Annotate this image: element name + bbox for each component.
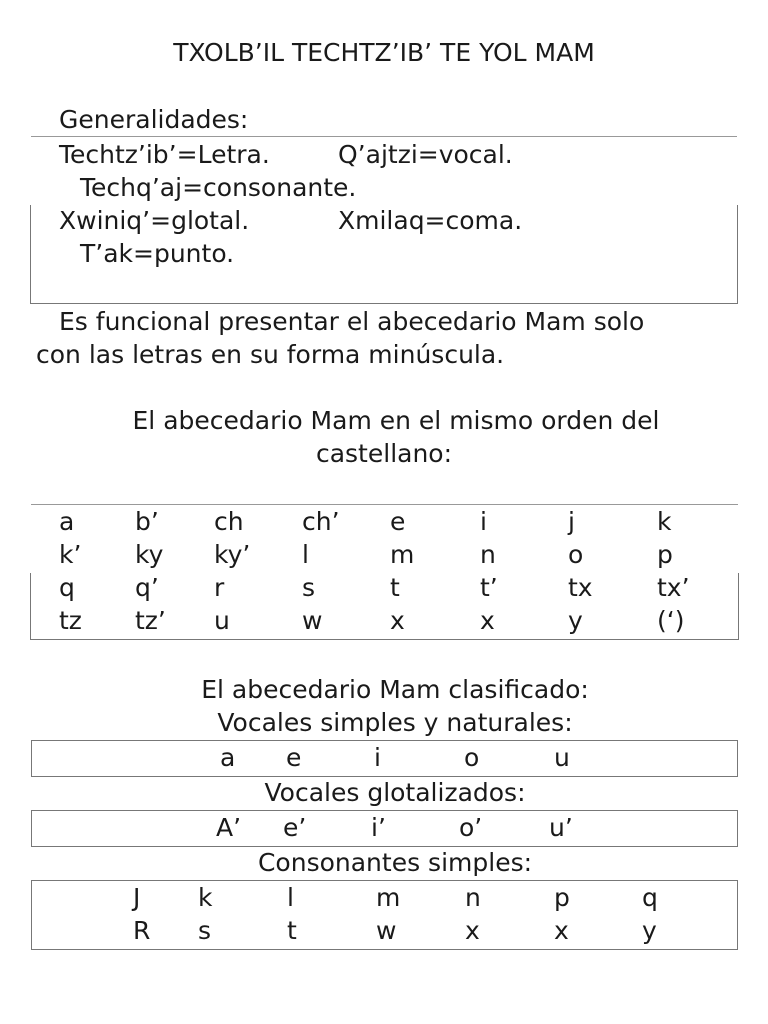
vocales-simples-heading: Vocales simples y naturales: <box>217 708 573 737</box>
clasificado-heading: El abecedario Mam clasificado: <box>201 675 589 704</box>
vowel-glottalized: e’ <box>283 813 307 842</box>
gloss-letra: Techtz’ib’=Letra. <box>59 140 270 169</box>
consonant-letter: n <box>465 883 481 912</box>
consonant-letter: y <box>642 916 657 945</box>
vowel-glottalized: o’ <box>459 813 483 842</box>
vowel-simple: a <box>220 743 236 772</box>
consonant-letter: x <box>554 916 569 945</box>
vowel-simple: u <box>554 743 570 772</box>
vowel-glottalized: i’ <box>371 813 386 842</box>
alphabet-letter: (‘) <box>657 606 685 635</box>
alphabet-letter: ch’ <box>302 507 340 536</box>
consonant-letter: s <box>198 916 212 945</box>
alphabet-letter: u <box>214 606 230 635</box>
page-title: TXOLB’IL TECHTZ’IB’ TE YOL MAM <box>173 38 595 67</box>
alphabet-letter: b’ <box>135 507 159 536</box>
alphabet-letter: j <box>568 507 575 536</box>
gloss-vocal: Q’ajtzi=vocal. <box>338 140 513 169</box>
vocales-simples-box <box>31 740 738 777</box>
alphabet-letter: y <box>568 606 583 635</box>
gloss-glotal: Xwiniq’=glotal. <box>59 206 250 235</box>
alphabet-letter: q’ <box>135 573 159 602</box>
vocales-glotalizados-heading: Vocales glotalizados: <box>264 778 526 807</box>
alphabet-letter: s <box>302 573 316 602</box>
alphabet-letter: t <box>390 573 400 602</box>
vowel-simple: e <box>286 743 302 772</box>
consonant-letter: q <box>642 883 658 912</box>
alphabet-letter: ky’ <box>214 540 251 569</box>
vowel-simple: i <box>374 743 381 772</box>
alphabet-letter: a <box>59 507 75 536</box>
alphabet-letter: x <box>480 606 495 635</box>
gloss-coma: Xmilaq=coma. <box>338 206 523 235</box>
consonant-letter: l <box>287 883 294 912</box>
alphabet-letter: k’ <box>59 540 82 569</box>
alphabet-letter: k <box>657 507 672 536</box>
alphabet-letter: q <box>59 573 75 602</box>
alphabet-letter: w <box>302 606 323 635</box>
alphabet-letter: tx’ <box>657 573 690 602</box>
consonant-letter: t <box>287 916 297 945</box>
alphabet-letter: i <box>480 507 487 536</box>
alphabet-letter: tz <box>59 606 82 635</box>
orden-heading-line-1: El abecedario Mam en el mismo orden del <box>132 406 660 435</box>
gloss-consonante: Techq’aj=consonante. <box>80 173 357 202</box>
alphabet-letter: r <box>214 573 225 602</box>
consonant-letter: J <box>133 883 141 912</box>
gloss-punto: T’ak=punto. <box>80 239 235 268</box>
alphabet-letter: m <box>390 540 415 569</box>
alphabet-letter: tz’ <box>135 606 166 635</box>
alphabet-letter: l <box>302 540 309 569</box>
consonant-letter: p <box>554 883 570 912</box>
alphabet-letter: n <box>480 540 496 569</box>
consonant-letter: x <box>465 916 480 945</box>
alphabet-letter: t’ <box>480 573 498 602</box>
generalidades-heading: Generalidades: <box>59 105 249 134</box>
alphabet-letter: ky <box>135 540 164 569</box>
consonant-letter: R <box>133 916 151 945</box>
consonant-letter: m <box>376 883 401 912</box>
alphabet-letter: o <box>568 540 584 569</box>
alphabet-letter: tx <box>568 573 593 602</box>
consonant-letter: k <box>198 883 213 912</box>
vowel-glottalized: u’ <box>549 813 573 842</box>
alphabet-letter: p <box>657 540 673 569</box>
vowel-simple: o <box>464 743 480 772</box>
alphabet-letter: e <box>390 507 406 536</box>
alphabet-letter: ch <box>214 507 244 536</box>
consonant-letter: w <box>376 916 397 945</box>
consonantes-heading: Consonantes simples: <box>257 848 533 877</box>
vowel-glottalized: A’ <box>216 813 242 842</box>
alphabet-letter: x <box>390 606 405 635</box>
orden-heading-line-2: castellano: <box>315 439 453 468</box>
paragraph-line-1: Es funcional presentar el abecedario Mam solo <box>59 307 645 336</box>
paragraph-line-2: con las letras en su forma minúscula. <box>36 340 505 369</box>
